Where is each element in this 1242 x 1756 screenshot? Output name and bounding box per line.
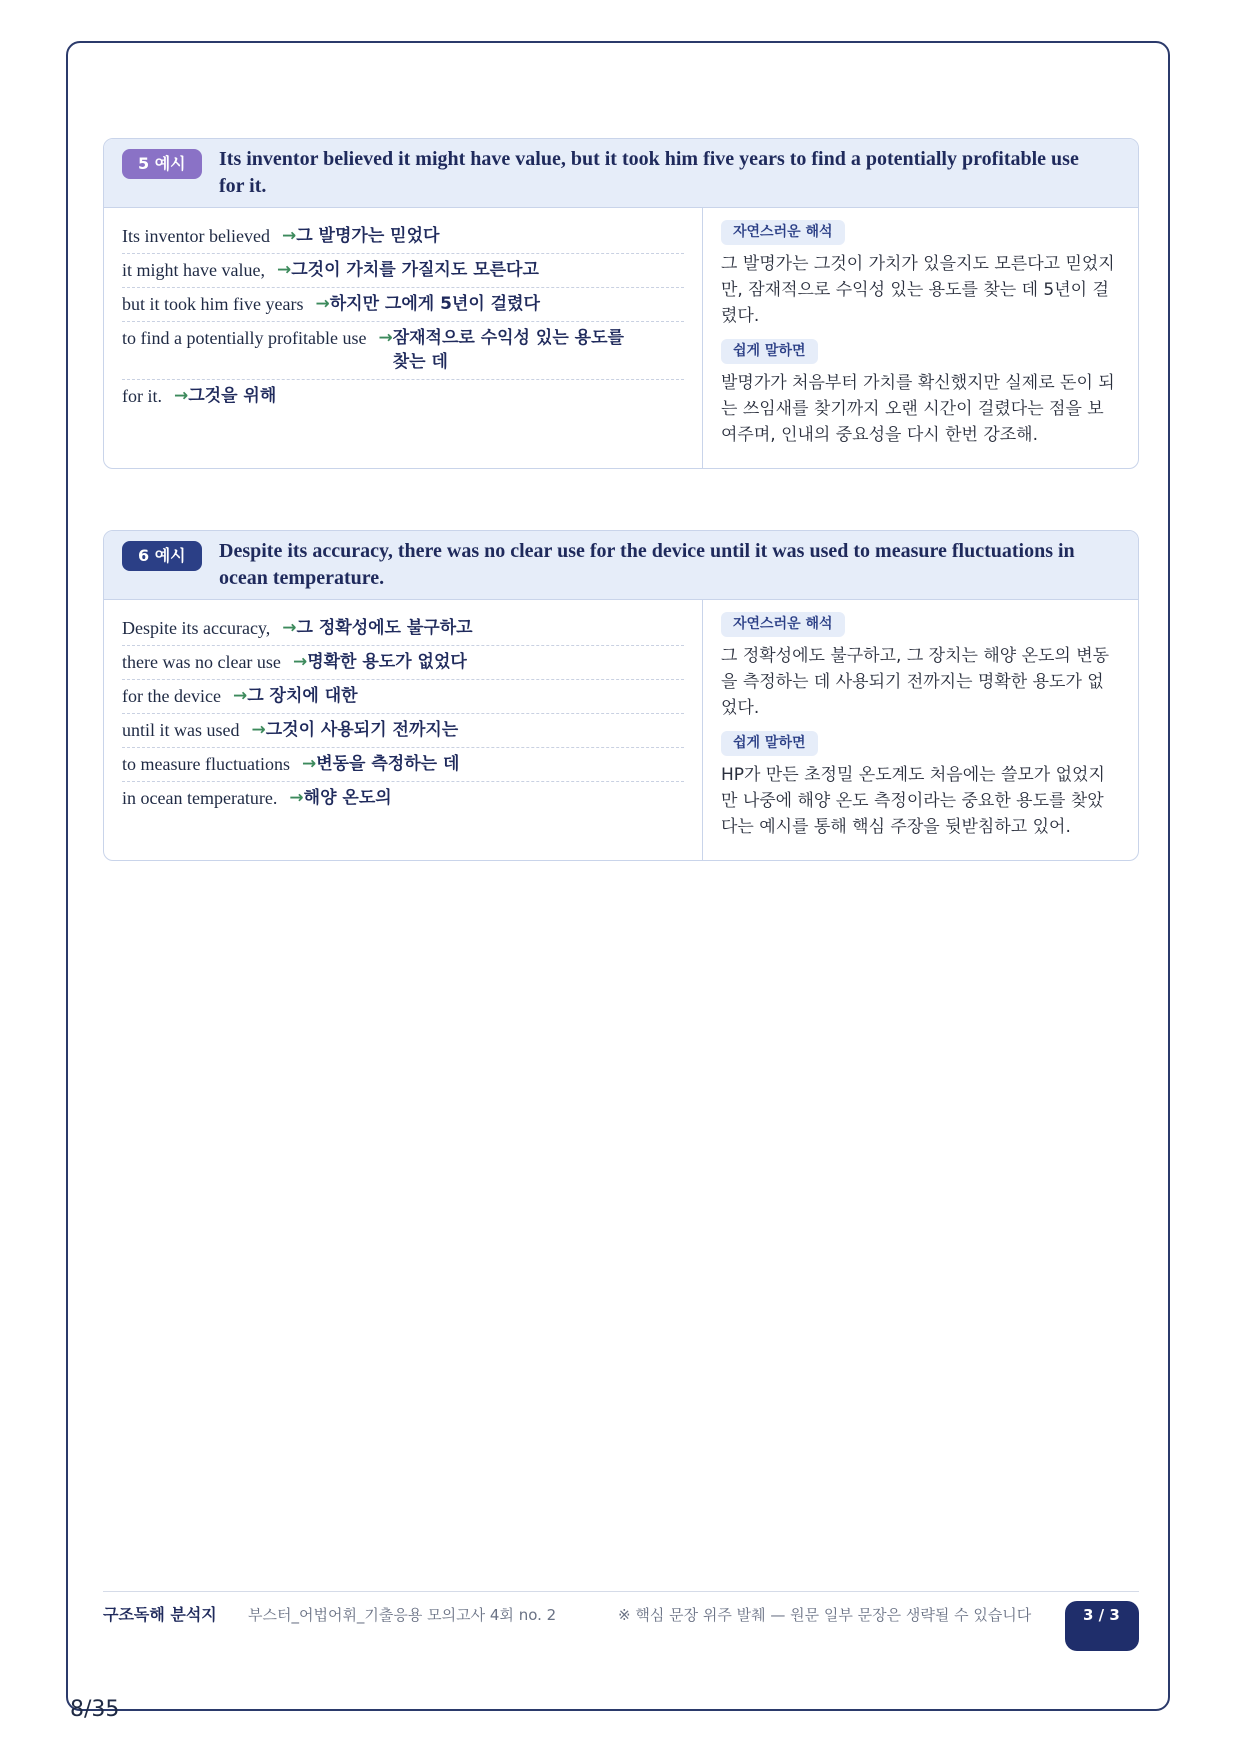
arrow-icon: → [289, 788, 304, 808]
arrow-icon: → [251, 720, 266, 740]
translation-panel [703, 600, 1138, 860]
footer-note: ※ 핵심 문장 위주 발췌 — 원문 일부 문장은 생략될 수 있습니다 [618, 1606, 1032, 1624]
chunk-english: in ocean temperature. [122, 788, 278, 808]
chunk-row [122, 680, 684, 714]
arrow-icon: → [301, 754, 317, 774]
natural-translation-label: 자연스러운 해석 [721, 220, 845, 245]
chunk-row [122, 322, 684, 380]
arrow-icon: → [281, 226, 297, 246]
chunk-korean: 그것이 가치를 가질지도 모른다고 [291, 260, 539, 280]
chunk-korean: 해양 온도의 [303, 788, 392, 808]
chunk-list [104, 600, 703, 860]
chunk-english: for the device [122, 686, 221, 706]
card-header [104, 531, 1138, 600]
chunk-english: there was no clear use [122, 652, 281, 672]
arrow-icon: → [174, 386, 189, 406]
chunk-row [122, 612, 684, 646]
chunk-korean: 하지만 그에게 5년이 걸렸다 [329, 294, 540, 314]
chunk-english: for it. [122, 386, 162, 406]
easy-explanation-text: 발명가가 처음부터 가치를 확신했지만 실제로 돈이 되는 쓰임새를 찾기까지 오랜 시간이 걸렸다는 점을 보여주며, 인내의 중요성을 다시 한번 강조해. [721, 373, 1115, 445]
chunk-row [122, 646, 684, 680]
chunk-row [122, 714, 684, 748]
natural-translation-text: 그 발명가는 그것이 가치가 있을지도 모른다고 믿었지만, 잠재적으로 수익성 있는 용도를 찾는 데 5년이 걸렸다. [721, 254, 1115, 326]
chunk-english: until it was used [122, 720, 240, 740]
example-card-5 [103, 138, 1139, 469]
chunk-row [122, 254, 684, 288]
example-card-6 [103, 530, 1139, 861]
chunk-english: but it took him five years [122, 294, 304, 314]
chunk-row [122, 380, 684, 414]
source-sentence: Despite its accuracy, there was no clear use for the device until it was used to measure fluctuations in ocean temperature. [219, 540, 1075, 589]
card-header [104, 139, 1138, 208]
page-indicator: 3 / 3 [1065, 1601, 1139, 1651]
arrow-icon: → [378, 328, 393, 348]
easy-explanation-label: 쉽게 말하면 [721, 339, 818, 364]
natural-translation-label: 자연스러운 해석 [721, 612, 845, 637]
translation-panel [703, 208, 1138, 468]
chunk-row [122, 748, 684, 782]
arrow-icon: → [232, 686, 248, 706]
chunk-row [122, 288, 684, 322]
footer-title: 구조독해 분석지 [103, 1605, 217, 1624]
chunk-korean: 그것이 사용되기 전까지는 [265, 720, 459, 740]
page-footer [103, 1591, 1139, 1649]
chunk-korean: 변동을 측정하는 데 [316, 754, 460, 774]
example-badge: 5 예시 [122, 149, 202, 179]
arrow-icon: → [276, 260, 292, 280]
chunk-korean: 그 발명가는 믿었다 [296, 226, 440, 246]
chunk-row [122, 782, 684, 816]
chunk-english: to find a potentially profitable use [122, 328, 367, 348]
chunk-korean: 그 정확성에도 불구하고 [296, 618, 473, 638]
example-badge: 6 예시 [122, 541, 202, 571]
chunk-korean: 그것을 위해 [188, 386, 277, 406]
arrow-icon: → [292, 652, 308, 672]
chunk-korean: 잠재적으로 수익성 있는 용도를 찾는 데 [392, 328, 624, 372]
arrow-icon: → [315, 294, 330, 314]
source-sentence: Its inventor believed it might have value, but it took him five years to find a potentially profitable use for it. [219, 148, 1079, 197]
chunk-english: Despite its accuracy, [122, 618, 271, 638]
easy-explanation-text: HP가 만든 초정밀 온도계도 처음에는 쓸모가 없었지만 나중에 해양 온도 측정이라는 중요한 용도를 찾았다는 예시를 통해 핵심 주장을 뒷받침하고 있어. [721, 765, 1105, 837]
pdf-page-count: 8/35 [70, 1697, 120, 1722]
chunk-korean: 그 장치에 대한 [247, 686, 358, 706]
natural-translation-text: 그 정확성에도 불구하고, 그 장치는 해양 온도의 변동을 측정하는 데 사용되기 전까지는 명확한 용도가 없었다. [721, 646, 1110, 718]
chunk-list [104, 208, 703, 468]
easy-explanation-label: 쉽게 말하면 [721, 731, 818, 756]
chunk-row [122, 220, 684, 254]
footer-document-name: 부스터_어법어휘_기출응용 모의고사 4회 no. 2 [248, 1606, 557, 1624]
chunk-korean: 명확한 용도가 없었다 [307, 652, 467, 672]
arrow-icon: → [282, 618, 297, 638]
chunk-english: to measure fluctuations [122, 754, 290, 774]
chunk-english: it might have value, [122, 260, 265, 280]
chunk-english: Its inventor believed [122, 226, 270, 246]
